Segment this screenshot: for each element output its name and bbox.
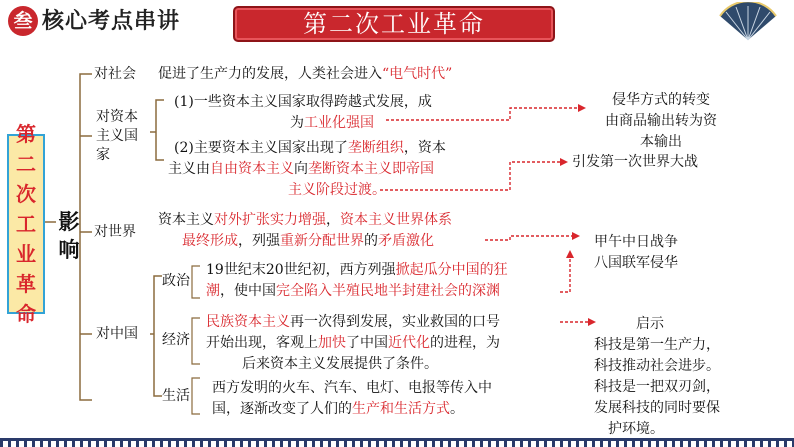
- world-l1-b: 对外扩张实力增强: [214, 212, 326, 228]
- economy-l3: 后来资本主义发展提供了条件。: [242, 356, 438, 372]
- note-aggression-line: 由商品输出转为资: [605, 113, 717, 129]
- capitalist-item-2-a: (2)主要资本主义国家出现了: [174, 140, 348, 156]
- life-l2-a: 国，逐渐改变了人们的: [212, 401, 352, 417]
- note-aggression-line: 本输出: [640, 134, 682, 150]
- capitalist-label-line: 家: [96, 147, 110, 163]
- capitalist-label-line: 主义国: [96, 128, 138, 144]
- politics-l2-c: 完全陷入半殖民地半封建社会的深渊: [276, 283, 500, 299]
- politics-l2-a: 潮: [206, 283, 220, 299]
- capitalist-item-1-line-1: (1)一些资本主义国家取得跨越式发展，成: [174, 94, 432, 110]
- capitalist-item-2-e: 自由资本主义: [210, 161, 294, 177]
- topic-banner: 第二次工业革命: [233, 6, 555, 42]
- note-insight-line: 科技是第一生产力，: [594, 337, 720, 353]
- china-politics-text: [206, 260, 508, 302]
- economy-l1-b: 再一次得到发展，实业救国的口号: [290, 314, 500, 330]
- politics-l1-b: 掀起瓜分中国的狂: [395, 262, 508, 278]
- society-text: [158, 64, 452, 85]
- influence-char: 响: [58, 238, 80, 262]
- life-l2-b: 生产和生活方式: [352, 401, 450, 417]
- vertical-char: 命: [16, 302, 36, 326]
- capitalist-item-1: [168, 92, 432, 134]
- economy-l2-c: 了中国: [346, 335, 388, 351]
- economy-l2-e: 的进程，为: [430, 335, 500, 351]
- society-label: 对社会: [94, 66, 136, 82]
- world-text: [158, 210, 452, 252]
- world-l1-a: 资本主义: [158, 212, 214, 228]
- world-l2-d: 的: [364, 233, 378, 249]
- vertical-char: 第: [16, 122, 36, 146]
- china-life-text: [212, 378, 492, 420]
- note-insight-line: 科技是一把双刃剑，: [594, 379, 720, 395]
- vertical-char: 业: [16, 242, 36, 266]
- note-ww1: 引发第一次世界大战: [572, 154, 698, 170]
- world-l1-c: ，: [326, 212, 340, 228]
- economy-l2-a: 开始出现，客观上: [206, 335, 318, 351]
- world-l2-e: 矛盾激化: [378, 233, 434, 249]
- note-wars-line: 八国联军侵华: [594, 255, 678, 271]
- section-badge: 叁: [8, 6, 38, 36]
- capitalist-item-2: [168, 138, 446, 201]
- society-text-b: “电气时代”: [382, 66, 453, 82]
- capitalist-item-2-d: 主义由: [168, 161, 210, 177]
- note-wars: [576, 232, 696, 274]
- note-insight-line: 护环境。: [608, 421, 664, 437]
- capitalist-item-2-f: 向: [294, 161, 308, 177]
- note-insight-line: 科技推动社会进步。: [594, 358, 720, 374]
- china-label: 对中国: [96, 326, 138, 342]
- capitalist-label: [96, 108, 152, 165]
- capitalist-item-2-b: 垄断组织: [347, 140, 404, 156]
- note-aggression: [586, 90, 736, 153]
- influence-label: [56, 208, 82, 264]
- section-title: 核心考点串讲: [42, 9, 181, 34]
- china-economy-text: [206, 312, 500, 375]
- note-aggression-line: 侵华方式的转变: [612, 92, 710, 108]
- note-insight-line: 发展科技的同时要保: [594, 400, 720, 416]
- capitalist-label-line: 对资本: [96, 109, 138, 125]
- bottom-pattern: [0, 441, 794, 447]
- capitalist-item-1-b: 为: [290, 115, 304, 131]
- note-insight: [594, 314, 754, 440]
- economy-l2-b: 加快: [318, 335, 346, 351]
- vertical-char: 革: [16, 272, 36, 296]
- life-l1: 西方发明的火车、汽车、电灯、电报等传入中: [212, 380, 492, 396]
- vertical-char: 二: [16, 152, 36, 176]
- china-economy-label: 经济: [162, 332, 190, 348]
- topic-vertical-label: [7, 122, 45, 326]
- life-l2-c: 。: [450, 401, 464, 417]
- economy-l2-d: 近代化: [388, 335, 430, 351]
- capitalist-item-2-g: 垄断资本主义即帝国: [308, 161, 434, 177]
- politics-l2-b: ，使中国: [220, 283, 276, 299]
- world-l2-a: 最终形成: [182, 233, 238, 249]
- capitalist-item-2-c: ，资本: [403, 140, 446, 156]
- world-l2-c: 重新分配世界: [280, 233, 364, 249]
- china-life-label: 生活: [162, 388, 190, 404]
- world-l2-b: ，列强: [238, 233, 280, 249]
- china-politics-label: 政治: [162, 273, 190, 289]
- vertical-char: 工: [16, 212, 36, 236]
- politics-l1-a: 19世纪末20世纪初，西方列强: [206, 262, 396, 278]
- capitalist-item-2-h: 主义阶段过渡。: [288, 182, 386, 198]
- influence-char: 影: [58, 210, 80, 234]
- capitalist-item-1-c: 工业化强国: [304, 115, 374, 131]
- note-insight-title: 启示: [636, 316, 664, 332]
- world-label: 对世界: [94, 224, 136, 240]
- vertical-char: 次: [16, 182, 36, 206]
- economy-l1-a: 民族资本主义: [206, 314, 290, 330]
- note-wars-line: 甲午中日战争: [594, 234, 678, 250]
- society-text-a: 促进了生产力的发展，人类社会进入: [158, 66, 382, 82]
- world-l1-d: 资本主义世界体系: [340, 212, 452, 228]
